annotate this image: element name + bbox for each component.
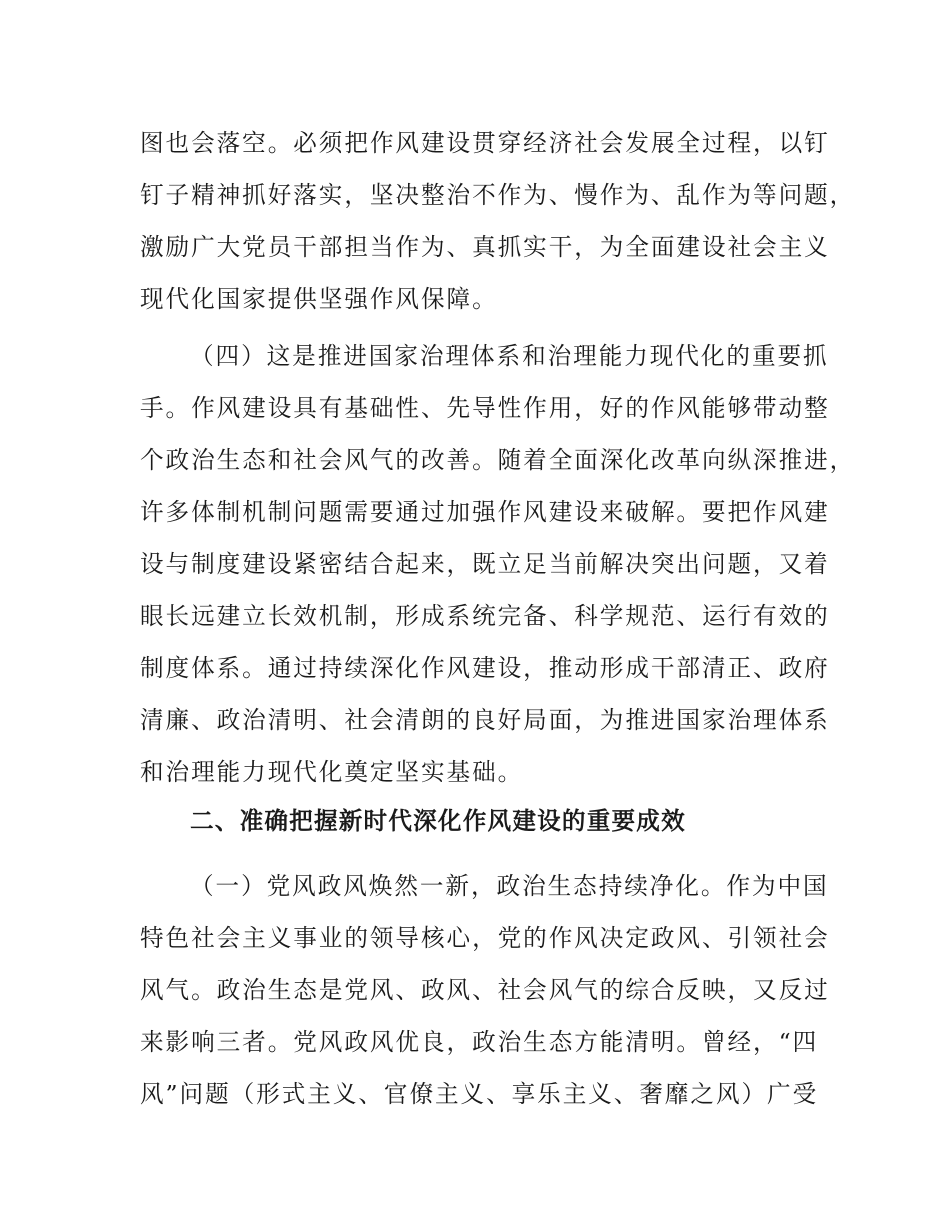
- paragraph-2-line-5: 设与制度建设紧密结合起来，既立足当前解决突出问题，又着: [140, 550, 830, 578]
- paragraph-3-line-5: 风”问题（形式主义、官僚主义、享乐主义、奢靡之风）广受: [140, 1080, 819, 1108]
- paragraph-3-line-1: （一）党风政风焕然一新，政治生态持续净化。作为中国: [190, 872, 829, 900]
- paragraph-3-line-4: 来影响三者。党风政风优良，政治生态方能清明。曾经，“四: [140, 1028, 819, 1056]
- paragraph-2-line-1: （四）这是推进国家治理体系和治理能力现代化的重要抓: [190, 342, 829, 370]
- paragraph-2-line-3: 个政治生态和社会风气的改善。随着全面深化改革向纵深推进，: [140, 446, 856, 474]
- paragraph-1: [140, 117, 856, 325]
- paragraph-2: [140, 330, 856, 798]
- paragraph-2-line-7: 制度体系。通过持续深化作风建设，推动形成干部清正、政府: [140, 654, 830, 682]
- section-heading: 二、准确把握新时代深化作风建设的重要成效: [190, 807, 686, 835]
- paragraph-2-line-9: 和治理能力现代化奠定坚实基础。: [140, 758, 524, 786]
- paragraph-2-line-2: 手。作风建设具有基础性、先导性作用，好的作风能够带动整: [140, 394, 830, 422]
- paragraph-1-line-4: 现代化国家提供坚强作风保障。: [140, 285, 498, 313]
- paragraph-2-line-4: 许多体制机制问题需要通过加强作风建设来破解。要把作风建: [140, 498, 830, 526]
- paragraph-3-line-2: 特色社会主义事业的领导核心，党的作风决定政风、引领社会: [140, 924, 830, 952]
- paragraph-1-line-1: 图也会落空。必须把作风建设贯穿经济社会发展全过程，以钉: [140, 129, 830, 157]
- paragraph-2-line-6: 眼长远建立长效机制，形成系统完备、科学规范、运行有效的: [140, 602, 830, 630]
- paragraph-1-line-2: 钉子精神抓好落实，坚决整治不作为、慢作为、乱作为等问题，: [140, 181, 856, 209]
- paragraph-3: [140, 860, 830, 1120]
- paragraph-3-line-3: 风气。政治生态是党风、政风、社会风气的综合反映，又反过: [140, 976, 830, 1004]
- paragraph-1-line-3: 激励广大党员干部担当作为、真抓实干，为全面建设社会主义: [140, 233, 830, 261]
- paragraph-2-line-8: 清廉、政治清明、社会清朗的良好局面，为推进国家治理体系: [140, 706, 830, 734]
